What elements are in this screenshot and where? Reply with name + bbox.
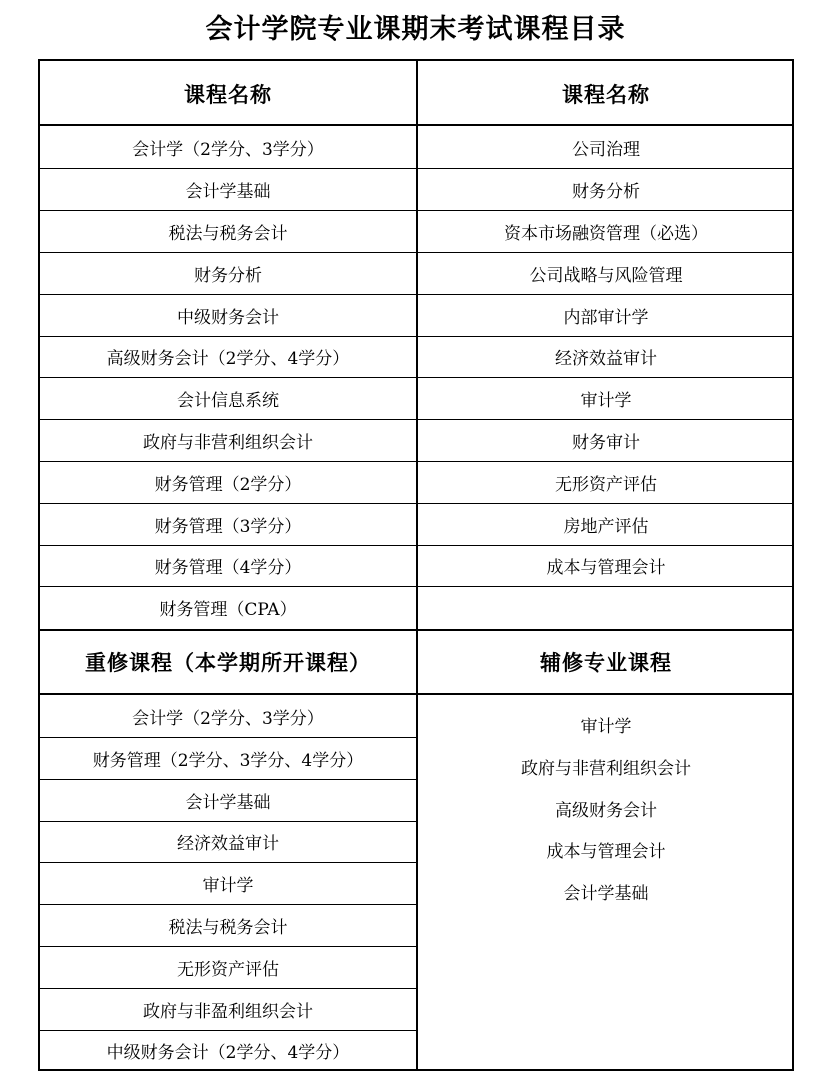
course-cell: 公司治理: [572, 140, 640, 161]
course-cell: 经济效益审计: [555, 349, 657, 370]
course-cell: 税法与税务会计: [168, 223, 288, 244]
course-cell: 财务管理（2学分、3学分、4学分）: [92, 750, 364, 771]
course-cell: 无形资产评估: [555, 474, 657, 495]
course-cell: 会计学基础: [185, 792, 271, 813]
course-cell: 政府与非盈利组织会计: [143, 1001, 313, 1022]
column-header: 重修课程（本学期所开课程）: [85, 650, 371, 675]
course-cell: 审计学: [202, 876, 254, 897]
course-cell: 会计学基础: [563, 884, 649, 905]
course-cell: 经济效益审计: [177, 834, 279, 855]
course-cell: 中级财务会计: [177, 307, 279, 328]
course-table: [38, 59, 794, 1071]
course-cell: 政府与非营利组织会计: [143, 432, 313, 453]
header-divider: [40, 124, 792, 126]
column-header: 课程名称: [184, 83, 272, 107]
course-cell: 会计信息系统: [177, 391, 279, 412]
course-cell: 财务分析: [194, 265, 262, 286]
course-cell: 财务管理（4学分）: [154, 558, 302, 579]
course-cell: 成本与管理会计: [546, 842, 666, 863]
section-divider: [40, 629, 792, 631]
course-cell: 会计学（2学分、3学分）: [132, 140, 324, 161]
course-cell: 资本市场融资管理（必选）: [504, 223, 708, 244]
course-cell: 房地产评估: [563, 516, 649, 537]
course-cell: 成本与管理会计: [546, 558, 666, 579]
course-cell: 审计学: [580, 716, 632, 737]
course-cell: 公司战略与风险管理: [529, 265, 683, 286]
course-cell: 会计学基础: [185, 182, 271, 203]
course-cell: 内部审计学: [563, 307, 649, 328]
course-cell: 政府与非营利组织会计: [521, 758, 691, 779]
course-cell: 财务管理（CPA）: [159, 600, 297, 621]
course-cell: 税法与税务会计: [168, 917, 288, 938]
course-cell: 财务分析: [572, 182, 640, 203]
course-cell: 无形资产评估: [177, 959, 279, 980]
course-cell: 高级财务会计: [555, 800, 657, 821]
course-cell: 财务审计: [572, 432, 640, 453]
page-title: 会计学院专业课期末考试课程目录: [205, 14, 626, 45]
course-cell: 会计学（2学分、3学分）: [132, 708, 324, 729]
column-header: 课程名称: [562, 83, 650, 107]
course-cell: 审计学: [580, 391, 632, 412]
column-header: 辅修专业课程: [540, 650, 672, 675]
course-cell: 高级财务会计（2学分、4学分）: [106, 349, 350, 370]
course-cell: 中级财务会计（2学分、4学分）: [106, 1043, 350, 1064]
course-cell: 财务管理（2学分）: [154, 474, 302, 495]
header-divider: [40, 693, 792, 695]
course-cell: 财务管理（3学分）: [154, 516, 302, 537]
